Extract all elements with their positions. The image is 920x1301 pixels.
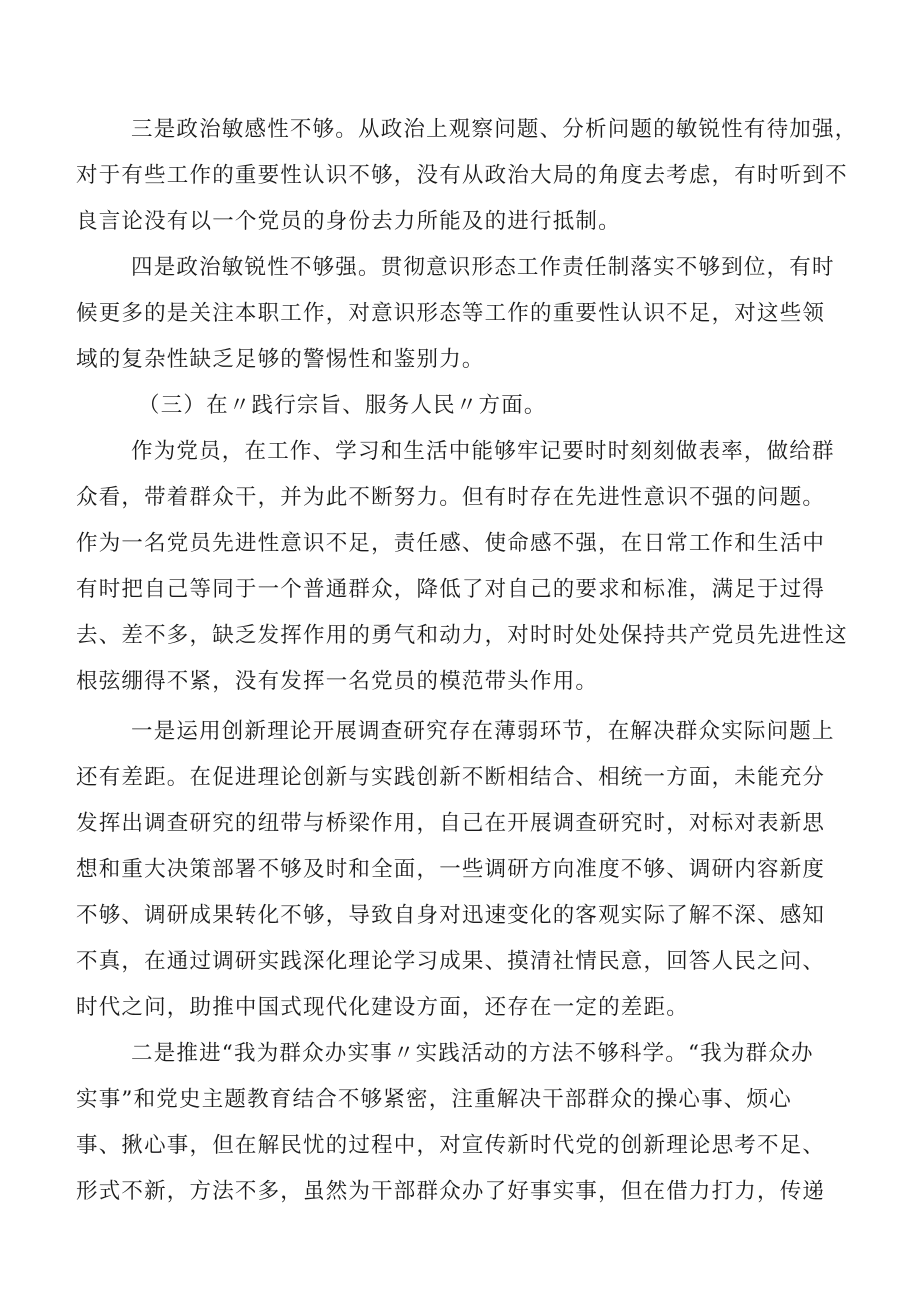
paragraph-political-sensitivity	[76, 107, 866, 245]
paragraph-practical-activities	[76, 1031, 866, 1215]
text-line: 发挥出调查研究的纽带与桥梁作用，自己在开展调查研究时，对标对表新思	[76, 811, 826, 836]
text-line: 一是运用创新理论开展调查研究存在薄弱环节，在解决群众实际问题上	[131, 719, 835, 744]
paragraph-party-member-role	[76, 429, 866, 705]
text-line: 去、差不多，缺乏发挥作用的勇气和动力，对时时处处保持共产党员先进性这	[76, 623, 848, 648]
text-line: 众看，带着群众干，并为此不断努力。但有时存在先进性意识不强的问题。	[76, 485, 826, 510]
text-line: 实事”和党史主题教育结合不够紧密，注重解决干部群众的操心事、烦心	[76, 1087, 792, 1112]
text-line: 时代之问，助推中国式现代化建设方面，还存在一定的差距。	[76, 995, 689, 1020]
paragraph-political-acuity	[76, 245, 866, 383]
text-line: 域的复杂性缺乏足够的警惕性和鉴别力。	[76, 347, 485, 372]
text-line: 不真，在通过调研实践深化理论学习成果、摸清社情民意，回答人民之问、	[76, 949, 826, 974]
text-line: 还有差距。在促进理论创新与实践创新不断相结合、相统一方面，未能充分	[76, 765, 826, 790]
paragraph-research	[76, 709, 866, 1031]
text-line: 四是政治敏锐性不够强。贯彻意识形态工作责任制落实不够到位，有时	[131, 255, 835, 280]
text-line: 想和重大决策部署不够及时和全面，一些调研方向准度不够、调研内容新度	[76, 857, 826, 882]
text-line: 作为一名党员先进性意识不足，责任感、使命感不强，在日常工作和生活中	[76, 531, 826, 556]
text-line: 事、揪心事，但在解民忧的过程中，对宣传新时代党的创新理论思考不足、	[76, 1133, 826, 1158]
section-heading: （三）在〃践行宗旨、服务人民〃方面。	[138, 393, 547, 418]
document-body	[76, 107, 866, 1215]
text-line: 良言论没有以一个党员的身份去力所能及的进行抵制。	[76, 209, 621, 234]
text-line: 有时把自己等同于一个普通群众，降低了对自己的要求和标准，满足于过得	[76, 577, 826, 602]
text-line: 候更多的是关注本职工作，对意识形态等工作的重要性认识不足，对这些领	[76, 301, 826, 326]
text-line: 对于有些工作的重要性认识不够，没有从政治大局的角度去考虑，有时听到不	[76, 163, 848, 188]
text-line: 形式不新，方法不多，虽然为干部群众办了好事实事，但在借力打力，传递	[76, 1179, 826, 1204]
text-line: 三是政治敏感性不够。从政治上观察问题、分析问题的敏锐性有待加强，	[131, 117, 858, 142]
section-heading-serve-people	[76, 383, 866, 429]
text-line: 作为党员，在工作、学习和生活中能够牢记要时时刻刻做表率，做给群	[131, 439, 835, 464]
text-line: 根弦绷得不紧，没有发挥一名党员的模范带头作用。	[76, 669, 599, 694]
text-line: 不够、调研成果转化不够，导致自身对迅速变化的客观实际了解不深、感知	[76, 903, 826, 928]
text-line: 二是推进“我为群众办实事〃实践活动的方法不够科学。“我为群众办	[131, 1041, 814, 1066]
